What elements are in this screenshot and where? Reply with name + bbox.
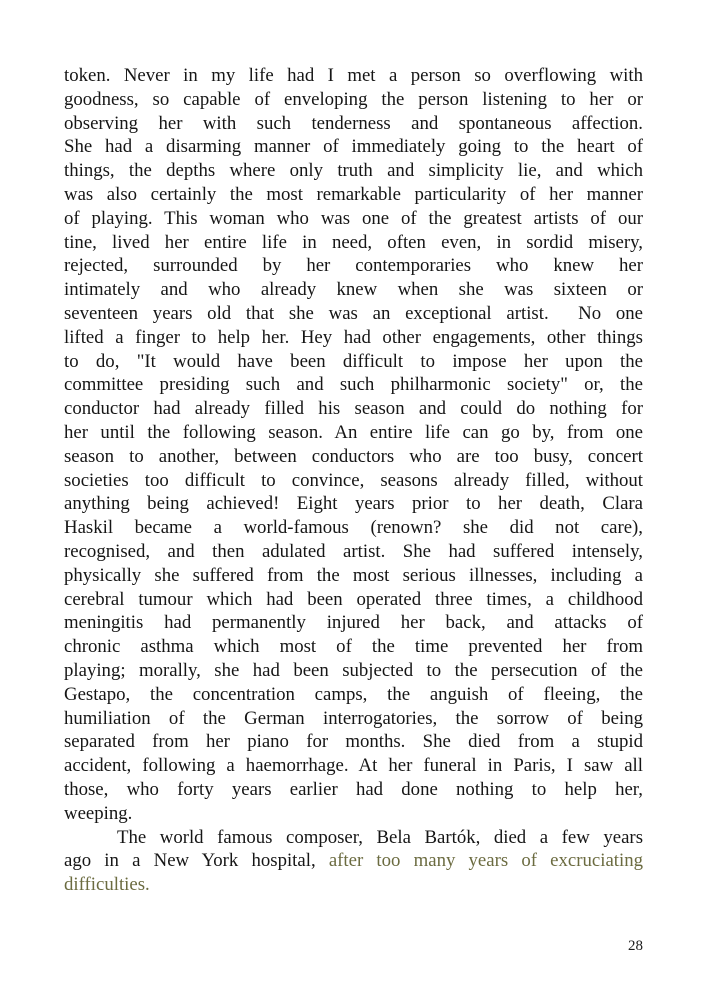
text-segment: season to another, between conductors who are too busy, concert	[64, 445, 643, 467]
text-segment: intimately and who already knew when she was sixteen or	[64, 279, 643, 301]
text-line	[64, 516, 643, 540]
text-line	[64, 207, 643, 231]
text-line	[64, 683, 643, 707]
text-line	[64, 373, 643, 397]
text-line	[64, 135, 643, 159]
text-segment: was also certainly the most remarkable particularity of her manner	[64, 183, 643, 205]
text-segment: committee presiding such and such philharmonic society" or, the	[64, 374, 643, 396]
text-line	[64, 659, 643, 683]
text-segment: physically she suffered from the most serious illnesses, including a	[64, 564, 643, 586]
highlighted-text: after too many years of excruciating	[328, 850, 643, 872]
text-line	[64, 397, 643, 421]
text-segment: to do, "It would have been difficult to impose her upon the	[64, 350, 643, 372]
text-segment: tine, lived her entire life in need, often even, in sordid misery,	[64, 231, 643, 253]
text-segment: things, the depths where only truth and simplicity lie, and which	[64, 160, 643, 182]
highlighted-text: difficulties.	[64, 874, 150, 896]
text-line	[64, 849, 643, 873]
text-segment: meningitis had permanently injured her back, and attacks of	[64, 612, 643, 634]
text-segment: humiliation of the German interrogatories, the sorrow of being	[64, 707, 643, 729]
text-line	[64, 588, 643, 612]
text-line	[64, 802, 643, 826]
text-line	[64, 231, 643, 255]
text-segment: those, who forty years earlier had done nothing to help her,	[64, 778, 643, 800]
text-segment: of playing. This woman who was one of the greatest artists of our	[64, 207, 643, 229]
text-line	[64, 611, 643, 635]
text-segment: Gestapo, the concentration camps, the anguish of fleeing, the	[64, 683, 643, 705]
text-segment: She had a disarming manner of immediately going to the heart of	[64, 136, 643, 158]
text-line	[64, 492, 643, 516]
text-segment: separated from her piano for months. She died from a stupid	[64, 731, 643, 753]
text-line	[64, 64, 643, 88]
text-segment: playing; morally, she had been subjected to the persecution of the	[64, 659, 643, 681]
text-segment: token. Never in my life had I met a person so overflowing with	[64, 65, 643, 86]
text-segment: observing her with such tenderness and spontaneous affection.	[64, 112, 643, 134]
text-line	[64, 88, 643, 112]
text-segment: rejected, surrounded by her contemporaries who knew her	[64, 255, 643, 277]
text-line	[64, 707, 643, 731]
text-line	[64, 778, 643, 802]
text-line	[64, 421, 643, 445]
body-text	[64, 64, 643, 897]
text-line	[64, 183, 643, 207]
text-line	[64, 159, 643, 183]
text-segment: societies too difficult to convince, seasons already filled, without	[64, 469, 643, 491]
text-segment: ago in a New York hospital,	[64, 850, 329, 872]
text-segment: weeping.	[64, 802, 133, 824]
text-segment: her until the following season. An entire life can go by, from one	[64, 421, 643, 443]
text-segment: The world famous composer, Bela Bartók, died a few years	[117, 826, 643, 848]
text-segment: conductor had already filled his season and could do nothing for	[64, 398, 643, 420]
text-line	[64, 278, 643, 302]
text-line	[64, 350, 643, 374]
text-segment: recognised, and then adulated artist. She had suffered intensely,	[64, 540, 643, 562]
text-line	[64, 469, 643, 493]
text-segment: cerebral tumour which had been operated three times, a childhood	[64, 588, 643, 610]
text-line	[64, 826, 643, 850]
text-line	[64, 564, 643, 588]
text-line	[64, 754, 643, 778]
text-line	[64, 302, 643, 326]
text-line	[64, 873, 643, 897]
text-line	[64, 445, 643, 469]
text-line	[64, 540, 643, 564]
text-line	[64, 112, 643, 136]
page-number: 28	[628, 938, 643, 954]
text-segment: lifted a finger to help her. Hey had other engagements, other things	[64, 326, 643, 348]
text-line	[64, 730, 643, 754]
text-segment: goodness, so capable of enveloping the person listening to her or	[64, 88, 643, 110]
text-segment: Haskil became a world-famous (renown? she did not care),	[64, 517, 643, 539]
text-segment: anything being achieved! Eight years prior to her death, Clara	[64, 493, 643, 515]
text-line	[64, 254, 643, 278]
text-segment: accident, following a haemorrhage. At her funeral in Paris, I saw all	[64, 755, 643, 777]
text-segment: chronic asthma which most of the time prevented her from	[64, 636, 643, 658]
text-line	[64, 635, 643, 659]
text-line	[64, 326, 643, 350]
text-segment: seventeen years old that she was an exceptional artist. No one	[64, 302, 643, 324]
